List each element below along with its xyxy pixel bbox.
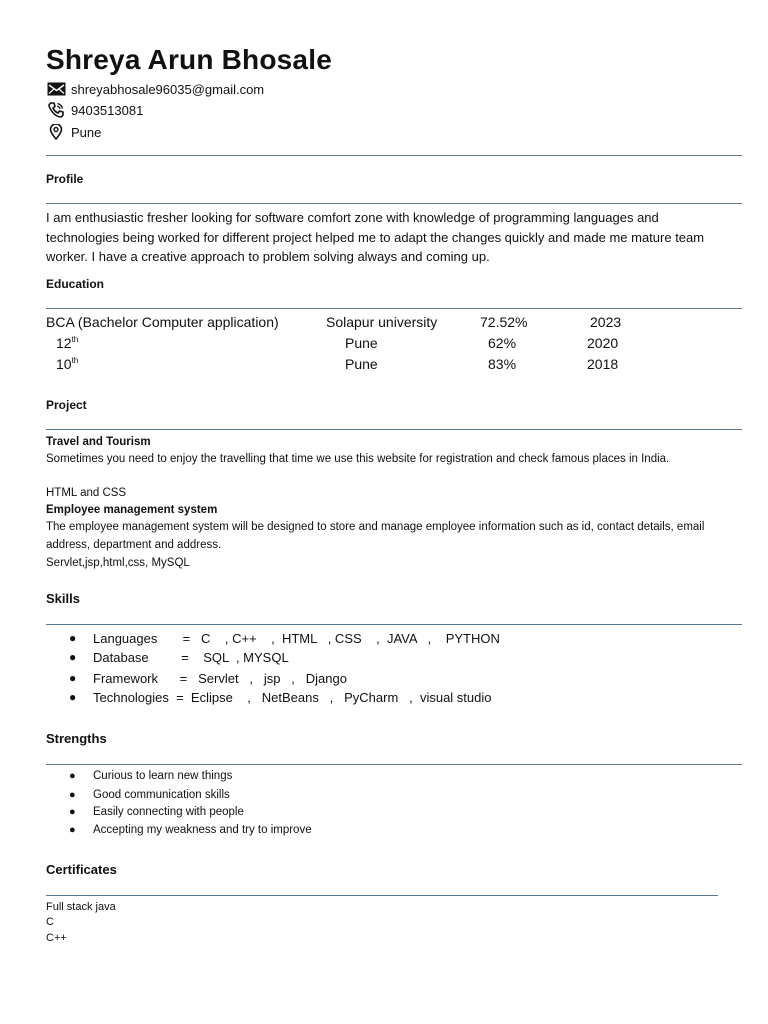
project-title: Travel and Tourism (46, 436, 151, 448)
skills-heading: Skills (46, 591, 80, 606)
education-degree: 12th (56, 335, 79, 351)
project-description: The employee management system will be designed to store and manage employee information such as id, contact details, email address, department and address. (46, 521, 705, 551)
bullet-icon: ● (69, 824, 76, 836)
skill-item: Languages = C , C++ , HTML , CSS , JAVA , PYTHON (93, 631, 500, 646)
section-divider (46, 203, 742, 204)
strength-item: Curious to learn new things (93, 770, 233, 782)
education-degree: 10th (56, 356, 79, 372)
section-divider (46, 155, 742, 156)
section-divider (46, 429, 742, 430)
bullet-icon: ● (69, 650, 77, 664)
bullet-icon: ● (69, 671, 77, 685)
education-heading: Education (46, 277, 105, 291)
section-divider (46, 624, 742, 625)
skill-item: Technologies = Eclipse , NetBeans , PyCharm , visual studio (93, 690, 492, 705)
strength-item: Accepting my weakness and try to improve (93, 824, 312, 836)
project-heading: Project (46, 398, 87, 412)
bullet-icon: ● (69, 690, 77, 704)
education-year: 2020 (587, 335, 619, 351)
envelope-icon (46, 82, 66, 96)
location-text: Pune (71, 124, 102, 140)
skill-item: Framework = Servlet , jsp , Django (93, 671, 347, 686)
education-score: 62% (488, 335, 517, 351)
email-row (46, 80, 264, 98)
phone-text: 9403513081 (71, 102, 144, 118)
profile-text: I am enthusiastic fresher looking for software comfort zone with knowledge of programming languages and technologies being worked for different project helped me to adapt the changes quickly and made me mature team worker. I have a creative approach to problem solving always and coming up. (46, 210, 705, 264)
phone-row (46, 101, 143, 119)
bullet-icon: ● (69, 770, 76, 782)
phone-icon (46, 102, 66, 118)
strength-item: Easily connecting with people (93, 806, 244, 818)
education-score: 72.52% (480, 314, 528, 330)
certificate-item: C++ (46, 932, 67, 944)
strengths-heading: Strengths (46, 731, 107, 746)
certificates-heading: Certificates (46, 862, 117, 877)
section-divider (46, 764, 742, 765)
location-pin-icon (46, 124, 66, 140)
location-row (46, 123, 101, 141)
education-year: 2023 (590, 314, 622, 330)
education-institution: Pune (345, 356, 378, 372)
skill-item: Database = SQL , MYSQL (93, 650, 289, 665)
education-institution: Pune (345, 335, 378, 351)
profile-heading: Profile (46, 172, 84, 186)
section-divider (46, 308, 742, 309)
education-institution: Solapur university (326, 314, 438, 330)
project-tech: HTML and CSS (46, 487, 127, 499)
education-degree: BCA (Bachelor Computer application) (46, 314, 279, 330)
email-text: shreyabhosale96035@gmail.com (71, 81, 265, 97)
project-title: Employee management system (46, 504, 218, 516)
bullet-icon: ● (69, 806, 76, 818)
certificate-item: C (46, 916, 54, 928)
bullet-icon: ● (69, 789, 76, 801)
section-divider (46, 895, 718, 896)
education-year: 2018 (587, 356, 619, 372)
education-score: 83% (488, 356, 517, 372)
bullet-icon: ● (69, 631, 77, 645)
strength-item: Good communication skills (93, 789, 230, 801)
project-description: Sometimes you need to enjoy the travelling that time we use this website for registration and check famous places in India. (46, 453, 670, 465)
resume-name: Shreya Arun Bhosale (46, 44, 332, 75)
project-tech: Servlet,jsp,html,css, MySQL (46, 557, 190, 569)
certificate-item: Full stack java (46, 901, 116, 913)
